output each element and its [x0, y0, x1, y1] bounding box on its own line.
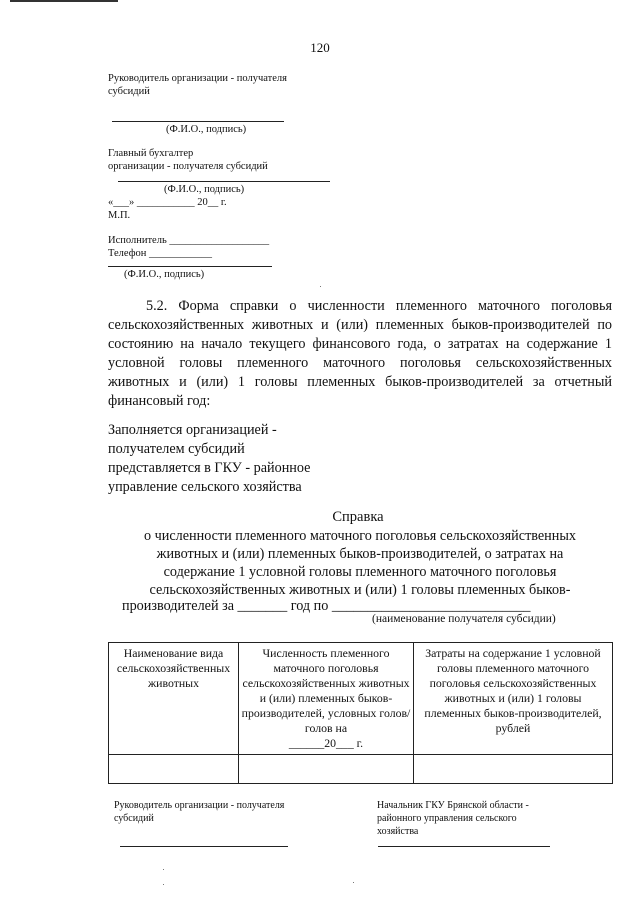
- head-label: Руководитель организации - получателя субсидий: [108, 73, 287, 97]
- executor-caption: (Ф.И.О., подпись): [124, 269, 205, 280]
- stamp-label: М.П.: [108, 210, 131, 221]
- certificate-line: животных и (или) племенных быков-производителей, о затратах на: [156, 546, 564, 562]
- accountant-label-1: Главный бухгалтер: [108, 148, 194, 159]
- table-header-cell: Затраты на содержание 1 условной головы племенного маточного поголовья сельскохозяйственных животных и (или) 1 головы племенных быков-производителей, рублей: [414, 643, 613, 755]
- executor-signature-line: [108, 266, 272, 267]
- bottom-right-signature-label: Начальник ГКУ Брянской области - районного управления сельского хозяйства: [377, 800, 529, 837]
- section-paragraph-text: 5.2. Форма справки о численности племенного маточного поголовья сельскохозяйственных животных и (или) племенных быков-производителей по состоянию на начало текущего финансового года, о затратах на содержание 1 условной головы племенного маточного поголовья сельскохозяйственных животных и (или) 1 головы племенных быков-производителей за отчетный финансовый год:: [108, 298, 612, 409]
- scan-speck: [163, 884, 164, 885]
- accountant-caption: (Ф.И.О., подпись): [164, 184, 245, 195]
- certificate-line: сельскохозяйственных животных и (или) 1 головы племенных быков-: [149, 582, 571, 598]
- table-header-cell: Численность племенного маточного поголовья сельскохозяйственных животных и (или) племенных быков-производителей, условных голов/голов на ______20___ г.: [239, 643, 414, 755]
- date-line: «___» ___________ 20__ г.: [108, 197, 227, 208]
- head-signature-line: [112, 121, 284, 122]
- certificate-line: о численности племенного маточного поголовья сельскохозяйственных: [143, 528, 576, 544]
- scan-speck: [163, 869, 164, 870]
- fill-note-line: Заполняется организацией -: [108, 422, 277, 438]
- certificate-last-line: производителей за _______ год по ____________________________: [122, 598, 531, 614]
- table-header-row: [109, 643, 613, 755]
- table-date-suffix: ______20___ г.: [288, 736, 364, 750]
- fill-note: [108, 421, 368, 497]
- fill-note-line: получателем субсидий: [108, 441, 245, 457]
- data-table: [108, 642, 613, 784]
- fill-note-line: представляется в ГКУ - районное: [108, 460, 311, 476]
- table-cell: [239, 755, 414, 784]
- recipient-caption: (наименование получателя субсидии): [372, 613, 556, 625]
- scan-speck: [320, 286, 321, 287]
- certificate-subtitle: [108, 527, 612, 599]
- table-header-cell: Наименование вида сельскохозяйственных животных: [109, 643, 239, 755]
- fill-note-line: управление сельского хозяйства: [108, 479, 302, 495]
- scan-speck: [353, 882, 354, 883]
- bottom-left-signature-label: Руководитель организации - получателя субсидий: [114, 800, 285, 824]
- executor-line: Исполнитель ___________________: [108, 235, 270, 246]
- accountant-label-2: организации - получателя субсидий: [108, 161, 268, 172]
- table-cell: [414, 755, 613, 784]
- table-cell: [109, 755, 239, 784]
- certificate-line: содержание 1 условной головы племенного маточного поголовья: [163, 564, 557, 580]
- bottom-right-signature-line: [378, 846, 550, 847]
- section-paragraph: [108, 297, 612, 411]
- page-number: 120: [310, 40, 330, 55]
- head-caption: (Ф.И.О., подпись): [166, 124, 247, 135]
- accountant-signature-line: [118, 181, 330, 182]
- phone-line: Телефон ____________: [108, 248, 213, 259]
- top-rule: [10, 0, 118, 2]
- table-row: [109, 755, 613, 784]
- certificate-title: Справка: [332, 509, 384, 525]
- bottom-left-signature-line: [120, 846, 288, 847]
